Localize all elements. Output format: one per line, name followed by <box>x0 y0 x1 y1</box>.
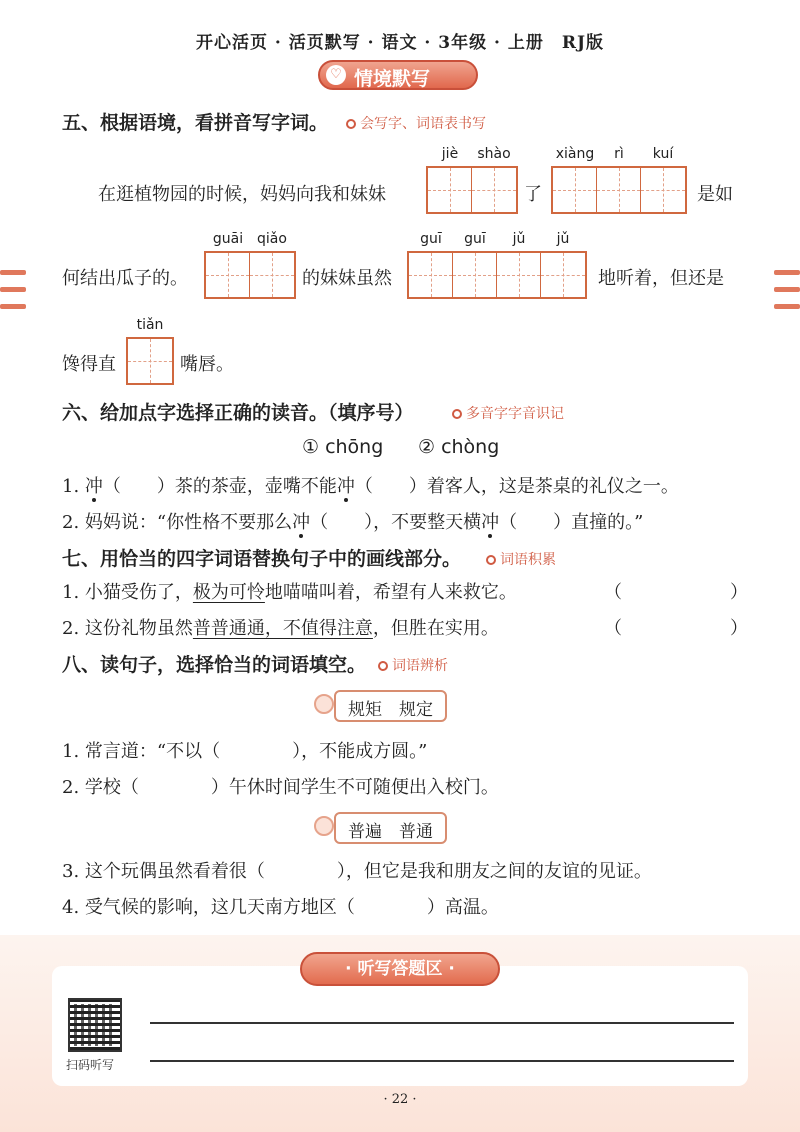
section-banner <box>318 60 478 90</box>
s5-line1-text-c: 是如 <box>697 184 733 205</box>
right-side-stripes <box>774 270 800 309</box>
page-header: 开心活页 · 活页默写 · 语文 · 3年级 · 上册 RJ版 <box>195 33 605 53</box>
s6-question-2: 2. 妈妈说：“你性格不要那么冲（ ），不要整天横冲（ ）直撞的。” <box>62 512 644 533</box>
dotted-char: 冲 <box>481 512 500 533</box>
pinyin: jǔ <box>512 231 526 247</box>
s8-question-2: 2. 学校（ ）午休时间学生不可随便出入校门。 <box>62 777 499 798</box>
section-6-tag: 多音字字音识记 <box>452 403 564 423</box>
snail-icon <box>314 694 334 714</box>
s8-question-1: 1. 常言道：“不以（ ），不能成方圆。” <box>62 741 428 762</box>
pinyin: jiè <box>441 146 459 162</box>
pinyin: rì <box>614 146 624 162</box>
s8-question-3: 3. 这个玩偶虽然看着很（ ），但它是我和朋友之间的友谊的见证。 <box>62 861 652 882</box>
qr-code-icon[interactable] <box>68 998 122 1052</box>
section-5-tag: 会写字、词语表书写 <box>346 113 486 133</box>
flower-icon <box>486 555 496 565</box>
flower-icon <box>378 661 388 671</box>
section-7-title: 七、用恰当的四字词语替换句子中的画线部分。 <box>62 548 462 570</box>
word-choice-box-2: 普遍 普通 <box>334 812 447 844</box>
section-8-tag: 词语辨析 <box>378 655 448 675</box>
underlined-phrase: 普普通通，不值得注意 <box>192 618 373 639</box>
s7-question-2: 2. 这份礼物虽然普普通通，不值得注意，但胜在实用。 <box>62 618 499 639</box>
underlined-phrase: 极为可怜 <box>192 582 265 603</box>
s5-line3-text-a: 馋得直 <box>62 354 116 375</box>
page-number: · 22 · <box>383 1092 417 1107</box>
answer-line-2[interactable] <box>150 1060 734 1062</box>
pinyin: xiàng <box>555 146 595 162</box>
s5-line2-text-b: 的妹妹虽然 <box>302 268 392 289</box>
dictation-tab: · 听写答题区 · <box>300 952 500 986</box>
section-6-title: 六、给加点字选择正确的读音。（填序号） <box>62 402 414 424</box>
s7-question-1: 1. 小猫受伤了，极为可怜地喵喵叫着，希望有人来救它。 <box>62 582 517 603</box>
flower-icon <box>346 119 356 129</box>
writing-grid-guiguijuju[interactable] <box>407 251 587 299</box>
s5-line2-text-c: 地听着，但还是 <box>598 268 724 289</box>
pinyin: qiǎo <box>257 231 287 247</box>
writing-grid-xiangrikui[interactable] <box>551 166 687 214</box>
dotted-char: 冲 <box>84 476 103 497</box>
s7-answer-blank-2[interactable]: （ ） <box>604 618 748 639</box>
heart-icon: ♡ <box>326 65 346 85</box>
option-1: ① chōng <box>302 436 384 458</box>
section-7-tag: 词语积累 <box>486 549 556 569</box>
writing-grid-tian[interactable] <box>126 337 174 385</box>
s8-question-4: 4. 受气候的影响，这几天南方地区（ ）高温。 <box>62 897 499 918</box>
dotted-char: 冲 <box>292 512 311 533</box>
writing-grid-guaiqiao[interactable] <box>204 251 296 299</box>
banner-label: 情境默写 <box>354 68 431 90</box>
pinyin: guī <box>420 231 442 247</box>
s5-line3-text-b: 嘴唇。 <box>180 354 234 375</box>
section-5-title: 五、根据语境，看拼音写字词。 <box>62 112 329 134</box>
pinyin: guī <box>464 231 486 247</box>
pinyin: jǔ <box>556 231 570 247</box>
s5-line1-text-b: 了 <box>524 184 542 205</box>
pinyin: tiǎn <box>136 317 164 333</box>
qr-caption: 扫码听写 <box>66 1058 115 1072</box>
flower-icon <box>452 409 462 419</box>
s5-line2-text-a: 何结出瓜子的。 <box>62 268 188 289</box>
writing-grid-jieshao[interactable] <box>426 166 518 214</box>
pinyin: guāi <box>212 231 244 247</box>
s6-question-1: 1. 冲（ ）茶的茶壶，壶嘴不能冲（ ）着客人，这是茶桌的礼仪之一。 <box>62 476 679 497</box>
s7-answer-blank-1[interactable]: （ ） <box>604 582 748 603</box>
option-2: ② chòng <box>418 436 500 458</box>
s5-line1-text-a: 在逛植物园的时候，妈妈向我和妹妹 <box>98 184 386 205</box>
answer-line-1[interactable] <box>150 1022 734 1024</box>
pinyin: kuí <box>652 146 674 162</box>
left-side-stripes <box>0 270 26 309</box>
snail-icon <box>314 816 334 836</box>
dotted-char: 冲 <box>336 476 355 497</box>
pinyin: shào <box>477 146 511 162</box>
word-choice-box-1: 规矩 规定 <box>334 690 447 722</box>
section-8-title: 八、读句子，选择恰当的词语填空。 <box>62 654 367 676</box>
